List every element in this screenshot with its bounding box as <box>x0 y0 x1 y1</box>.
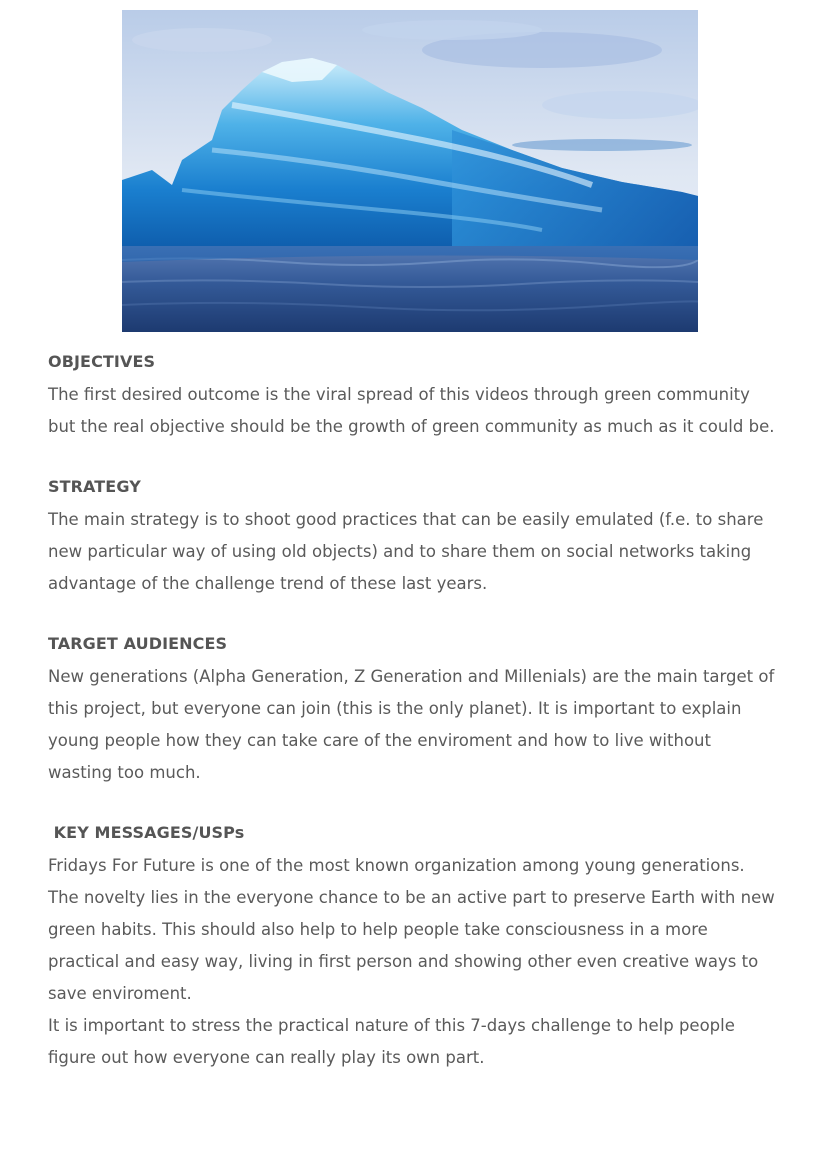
section-paragraph: The main strategy is to shoot good practices that can be easily emulated (f.e. to share new particular way of using old objects) and to share them on social networks taking advantage of the challenge trend of these last years. <box>48 510 764 593</box>
section-strategy <box>48 474 778 600</box>
section-key-messages <box>48 820 778 1074</box>
section-objectives <box>48 349 778 443</box>
iceberg-photo <box>122 10 698 332</box>
section-heading: STRATEGY <box>48 477 141 496</box>
section-paragraph: It is important to stress the practical nature of this 7-days challenge to help people figure out how everyone can really play its own part. <box>48 1016 735 1067</box>
section-target-audiences <box>48 631 778 789</box>
section-paragraph: The first desired outcome is the viral spread of this videos through green community but the real objective should be the growth of green community as much as it could be. <box>48 385 775 436</box>
section-heading: TARGET AUDIENCES <box>48 634 228 653</box>
section-heading: OBJECTIVES <box>48 352 156 371</box>
section-heading: KEY MESSAGES/USPs <box>48 823 245 842</box>
section-paragraph: Fridays For Future is one of the most known organization among young generations. The novelty lies in the everyone chance to be an active part to preserve Earth with new green habits. This should also help to help people take consciousness in a more practical and easy way, living in first person and showing other even creative ways to save enviroment. <box>48 856 775 1003</box>
document-body <box>48 349 778 1105</box>
section-paragraph: New generations (Alpha Generation, Z Generation and Millenials) are the main target of this project, but everyone can join (this is the only planet). It is important to explain young people how they can take care of the enviroment and how to live without wasting too much. <box>48 667 775 782</box>
